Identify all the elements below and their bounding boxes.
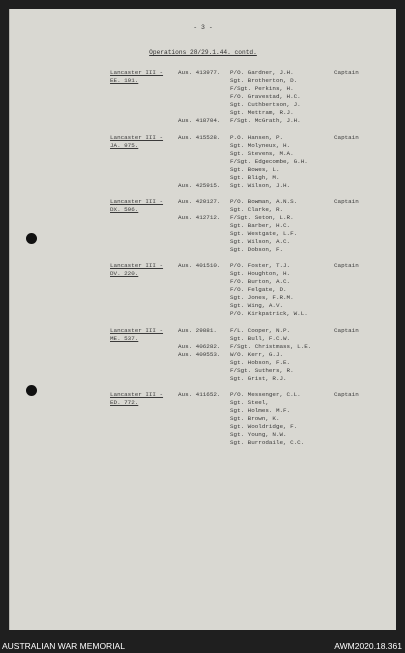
crew-member-name: Sgt. Hobson, F.E. (230, 359, 291, 366)
crew-member-row (110, 198, 380, 206)
crew-member-name: Sgt. Holmes. M.F. (230, 407, 291, 414)
crew-member-name: Sgt. Barber, H.C. (230, 222, 291, 229)
crew-member-row (110, 286, 380, 294)
crew-member-name: Sgt. Jones, F.R.M. (230, 294, 294, 301)
crew-member-name: F/O. Felgate, D. (230, 286, 287, 293)
crew-member-row (110, 327, 380, 335)
crew-member-name: W/O. Kerr, G.J. (230, 351, 284, 358)
service-number: Aus. 406282. (178, 343, 221, 350)
crew-member-row (110, 310, 380, 318)
punch-hole-icon (26, 233, 37, 244)
crew-member-row (110, 182, 380, 190)
crew-member-name: Sgt. Clarke, R. (230, 206, 284, 213)
service-number: Aus. 425915. (178, 182, 221, 189)
aircraft-label-line: ED. 772. (110, 399, 139, 406)
crew-member-row (110, 230, 380, 238)
service-number: Aus. 413977. (178, 69, 221, 76)
crew-block (110, 327, 380, 383)
crew-member-name: P/O. Gardner, J.H. (230, 69, 294, 76)
page-number: - 3 - (193, 24, 213, 31)
crew-member-name: Sgt. Bowes, L. (230, 166, 280, 173)
service-number: Aus. 411652. (178, 391, 221, 398)
captain-label: Captain (334, 69, 359, 76)
crew-member-name: Sgt. Wilson, A.C. (230, 238, 291, 245)
crew-member-row (110, 262, 380, 270)
crew-member-row (110, 166, 380, 174)
crew-member-name: Sgt. Bull, F.C.W. (230, 335, 291, 342)
crew-member-row (110, 174, 380, 182)
crew-member-row (110, 93, 380, 101)
service-number: Aus. 29881. (178, 327, 217, 334)
crew-member-row (110, 375, 380, 383)
crew-member-row (110, 77, 380, 85)
crew-member-name: Sgt. Bligh, M. (230, 174, 280, 181)
aircraft-label-line: Lancaster III - (110, 327, 164, 334)
crew-member-name: P/O. Messenger, C.L. (230, 391, 301, 398)
crew-block (110, 262, 380, 318)
aircraft-label-line: EE. 191. (110, 77, 139, 84)
crew-member-row (110, 431, 380, 439)
service-number: Aus. 420127. (178, 198, 221, 205)
crew-member-name: F/O. Gravestad, H.C. (230, 93, 301, 100)
crew-member-row (110, 335, 380, 343)
crew-member-name: Sgt. Wooldridge, F. (230, 423, 298, 430)
crew-member-name: Sgt. Mettram, R.J. (230, 109, 294, 116)
crew-member-row (110, 359, 380, 367)
crew-member-row (110, 278, 380, 286)
crew-member-name: P/O. Foster, T.J. (230, 262, 291, 269)
crew-member-name: Sgt. Burrodaile, C.C. (230, 439, 305, 446)
crew-member-name: F/O. Burton, A.C. (230, 278, 291, 285)
punch-hole-icon (26, 385, 37, 396)
crew-member-row (110, 423, 380, 431)
crew-member-name: F/L. Cooper, N.P. (230, 327, 291, 334)
aircraft-label-line: Lancaster III - (110, 198, 164, 205)
crew-member-name: Sgt. Wing, A.V. (230, 302, 284, 309)
service-number: Aus. 418704. (178, 117, 221, 124)
service-number: Aus. 401510. (178, 262, 221, 269)
crew-block (110, 134, 380, 190)
aircraft-label-line: DX. 596. (110, 206, 139, 213)
crew-member-name: F/Sgt. Perkins, H. (230, 85, 294, 92)
crew-member-row (110, 351, 380, 359)
crew-member-name: Sgt. Steel, (230, 399, 269, 406)
crew-member-name: F/Sgt. Edgecombe, G.H. (230, 158, 308, 165)
crew-member-row (110, 399, 380, 407)
aircraft-label-line: Lancaster III - (110, 134, 164, 141)
crew-member-name: P/O. Bowman, A.N.S. (230, 198, 298, 205)
crew-member-row (110, 222, 380, 230)
crew-member-row (110, 214, 380, 222)
crew-member-name: F/Sgt. Christmass, L.E. (230, 343, 312, 350)
crew-member-row (110, 294, 380, 302)
footer-accession: AWM2020.18.361 (334, 641, 402, 651)
crew-member-name: Sgt. Westgate, L.F. (230, 230, 298, 237)
aircraft-label-line: Lancaster III - (110, 69, 164, 76)
crew-member-row (110, 246, 380, 254)
footer-source: AUSTRALIAN WAR MEMORIAL (2, 641, 125, 651)
crew-member-row (110, 238, 380, 246)
crew-member-row (110, 150, 380, 158)
crew-member-row (110, 158, 380, 166)
crew-member-name: Sgt. Grist, R.J. (230, 375, 287, 382)
service-number: Aus. 412712. (178, 214, 221, 221)
crew-member-row (110, 415, 380, 423)
crew-member-name: P.O. Hansen, P. (230, 134, 284, 141)
page-title (10, 49, 396, 56)
crew-member-row (110, 439, 380, 447)
crew-member-name: Sgt. Dobson, F. (230, 246, 284, 253)
crew-member-row (110, 302, 380, 310)
crew-member-row (110, 367, 380, 375)
crew-member-row (110, 391, 380, 399)
crew-member-row (110, 134, 380, 142)
aircraft-label-line: Lancaster III - (110, 391, 164, 398)
document-page (9, 9, 396, 630)
crew-block (110, 69, 380, 125)
footer-bar (0, 639, 405, 653)
crew-member-name: F/Sgt. Suthers, R. (230, 367, 294, 374)
crew-member-name: Sgt. Brown, K. (230, 415, 280, 422)
heading-text: Operations 28/29.1.44. contd. (149, 49, 257, 56)
crew-member-name: P/O. Kirkpatrick, W.L. (230, 310, 308, 317)
crew-member-row (110, 117, 380, 125)
crew-member-name: Sgt. Stevens, M.A. (230, 150, 294, 157)
service-number: Aus. 415528. (178, 134, 221, 141)
crew-member-row (110, 101, 380, 109)
crew-member-name: F/Sgt. McGrath, J.H. (230, 117, 301, 124)
crew-member-name: F/Sgt. Seton, L.R. (230, 214, 294, 221)
crew-block (110, 198, 380, 254)
crew-member-name: Sgt. Wilson, J.H. (230, 182, 291, 189)
crew-member-name: Sgt. Young, N.W. (230, 431, 287, 438)
crew-member-name: Sgt. Molyneux, H. (230, 142, 291, 149)
captain-label: Captain (334, 262, 359, 269)
crew-member-name: Sgt. Cuthbertson, J. (230, 101, 301, 108)
crew-member-row (110, 206, 380, 214)
aircraft-label-line: JA. 975. (110, 142, 139, 149)
crew-member-row (110, 85, 380, 93)
crew-member-row (110, 407, 380, 415)
crew-member-row (110, 142, 380, 150)
captain-label: Captain (334, 391, 359, 398)
captain-label: Captain (334, 134, 359, 141)
crew-member-name: Sgt. Brotherton, D. (230, 77, 298, 84)
crew-member-name: Sgt. Houghton, H. (230, 270, 291, 277)
crew-member-row (110, 270, 380, 278)
crew-member-row (110, 343, 380, 351)
crew-member-row (110, 109, 380, 117)
captain-label: Captain (334, 198, 359, 205)
crew-block (110, 391, 380, 447)
aircraft-label-line: Lancaster III - (110, 262, 164, 269)
crew-member-row (110, 69, 380, 77)
aircraft-label-line: ME. 537. (110, 335, 139, 342)
aircraft-label-line: DV. 220. (110, 270, 139, 277)
captain-label: Captain (334, 327, 359, 334)
service-number: Aus. 409553. (178, 351, 221, 358)
